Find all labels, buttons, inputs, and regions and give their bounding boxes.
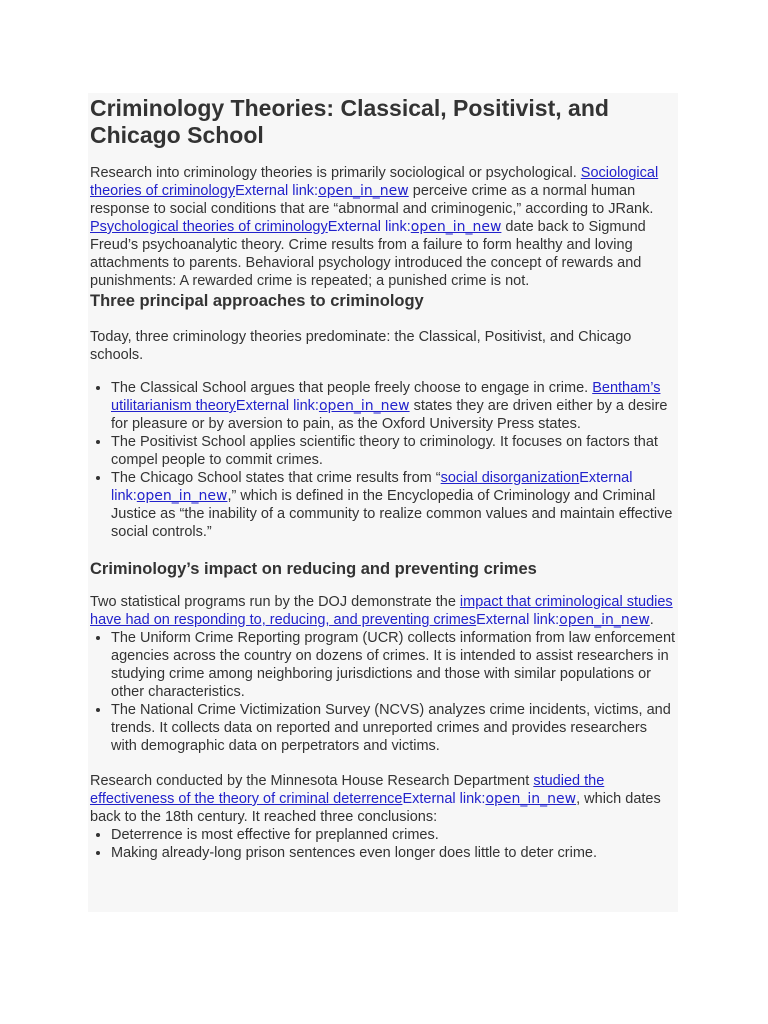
external-link-label: External link: — [402, 791, 486, 807]
list-item: • The Positivist School applies scientific theory to criminology. It focuses on factors that compel people to commit crimes. — [111, 433, 676, 469]
intro-paragraph: Research into criminology theories is primarily sociological or psychological. Sociological theories of criminologyExternal link:open_in_new perceive crime as a normal human response to social conditions that are “abnormal and criminogenic,” according to JRank. — [90, 165, 659, 217]
list-item: • Making already-long prison sentences even longer does little to deter crime. — [111, 844, 676, 862]
page-title: Criminology Theories: Classical, Positivist, and Chicago School — [90, 95, 609, 148]
sociological-theories-link[interactable]: Sociological theories of criminology — [90, 165, 659, 199]
list-item: • The National Crime Victimization Survey (NCVS) analyzes crime incidents, victims, and trends. It collects data on reported and unreported crimes and provides researchers with demographic data on perpetrators and victims. — [111, 701, 676, 755]
external-link-label: External link: — [235, 183, 319, 199]
open-in-new-icon[interactable]: open_in_new — [136, 488, 228, 504]
approaches-list — [90, 379, 676, 541]
open-in-new-icon[interactable]: open_in_new — [410, 219, 502, 235]
external-link-label: External link: — [327, 219, 411, 235]
conclusions-list — [90, 826, 676, 862]
deterrence-study-link[interactable]: studied the effectiveness of the theory of criminal deterrence — [90, 773, 605, 807]
section-heading-approaches: Three principal approaches to criminology — [90, 292, 424, 310]
open-in-new-icon[interactable]: open_in_new — [318, 398, 410, 414]
external-link-label: External link: — [235, 398, 319, 414]
open-in-new-icon[interactable]: open_in_new — [318, 183, 409, 199]
document-page — [88, 93, 678, 912]
bentham-theory-link[interactable]: Bentham’s utilitarianism theory — [111, 380, 661, 414]
psychological-theories-link[interactable]: Psychological theories of criminology — [90, 219, 328, 235]
open-in-new-icon[interactable]: open_in_new — [559, 612, 650, 628]
impact-paragraph: Two statistical programs run by the DOJ demonstrate the impact that criminological studies have had on responding to, reducing, and preventing crimesExternal link:open_in_new. — [90, 594, 673, 628]
programs-list — [90, 629, 676, 755]
list-item: • Deterrence is most effective for preplanned crimes. — [111, 826, 676, 844]
list-item: • The Uniform Crime Reporting program (UCR) collects information from law enforcement agencies across the country on dozens of crimes. It is intended to assist researchers in studying crime among neighboring jurisdictions and those with similar populations or other characteristics. — [111, 629, 676, 701]
open-in-new-icon[interactable]: open_in_new — [485, 791, 577, 807]
deterrence-paragraph: Research conducted by the Minnesota House Research Department studied the effectiveness of the theory of criminal deterrenceExternal link:open_in_new, which dates back to the 18th century. It reached three conclusions: — [90, 773, 661, 825]
social-disorganization-link[interactable]: social disorganization — [440, 470, 580, 486]
intro-paragraph-2: Psychological theories of criminologyExternal link:open_in_new date back to Sigmund Freud’s psychoanalytic theory. Crime results from a failure to form healthy and loving attachments to parents. Behavioral psychology introduced the concept of rewards and punishments: A rewarded crime is repeated; a punished crime is not. — [90, 219, 646, 289]
approaches-paragraph: Today, three criminology theories predominate: the Classical, Positivist, and Chicago schools. — [90, 329, 632, 363]
external-link-label: External link: — [111, 470, 633, 504]
section-heading-impact: Criminology’s impact on reducing and preventing crimes — [90, 560, 537, 578]
external-link-label: External link: — [476, 612, 560, 628]
list-item: • The Classical School argues that people freely choose to engage in crime. Bentham’s utilitarianism theoryExternal link:open_in_new states they are driven either by a desire for pleasure or by aversion to pain, as the Oxford University Press states. — [111, 379, 676, 433]
list-item: • The Chicago School states that crime results from “social disorganizationExternal link:open_in_new,” which is defined in the Encyclopedia of Criminology and Criminal Justice as “the inability of a community to realize common values and maintain effective social controls.” — [111, 469, 676, 541]
article-content — [90, 93, 676, 862]
impact-studies-link[interactable]: impact that criminological studies have had on responding to, reducing, and preventing crimes — [90, 594, 673, 628]
